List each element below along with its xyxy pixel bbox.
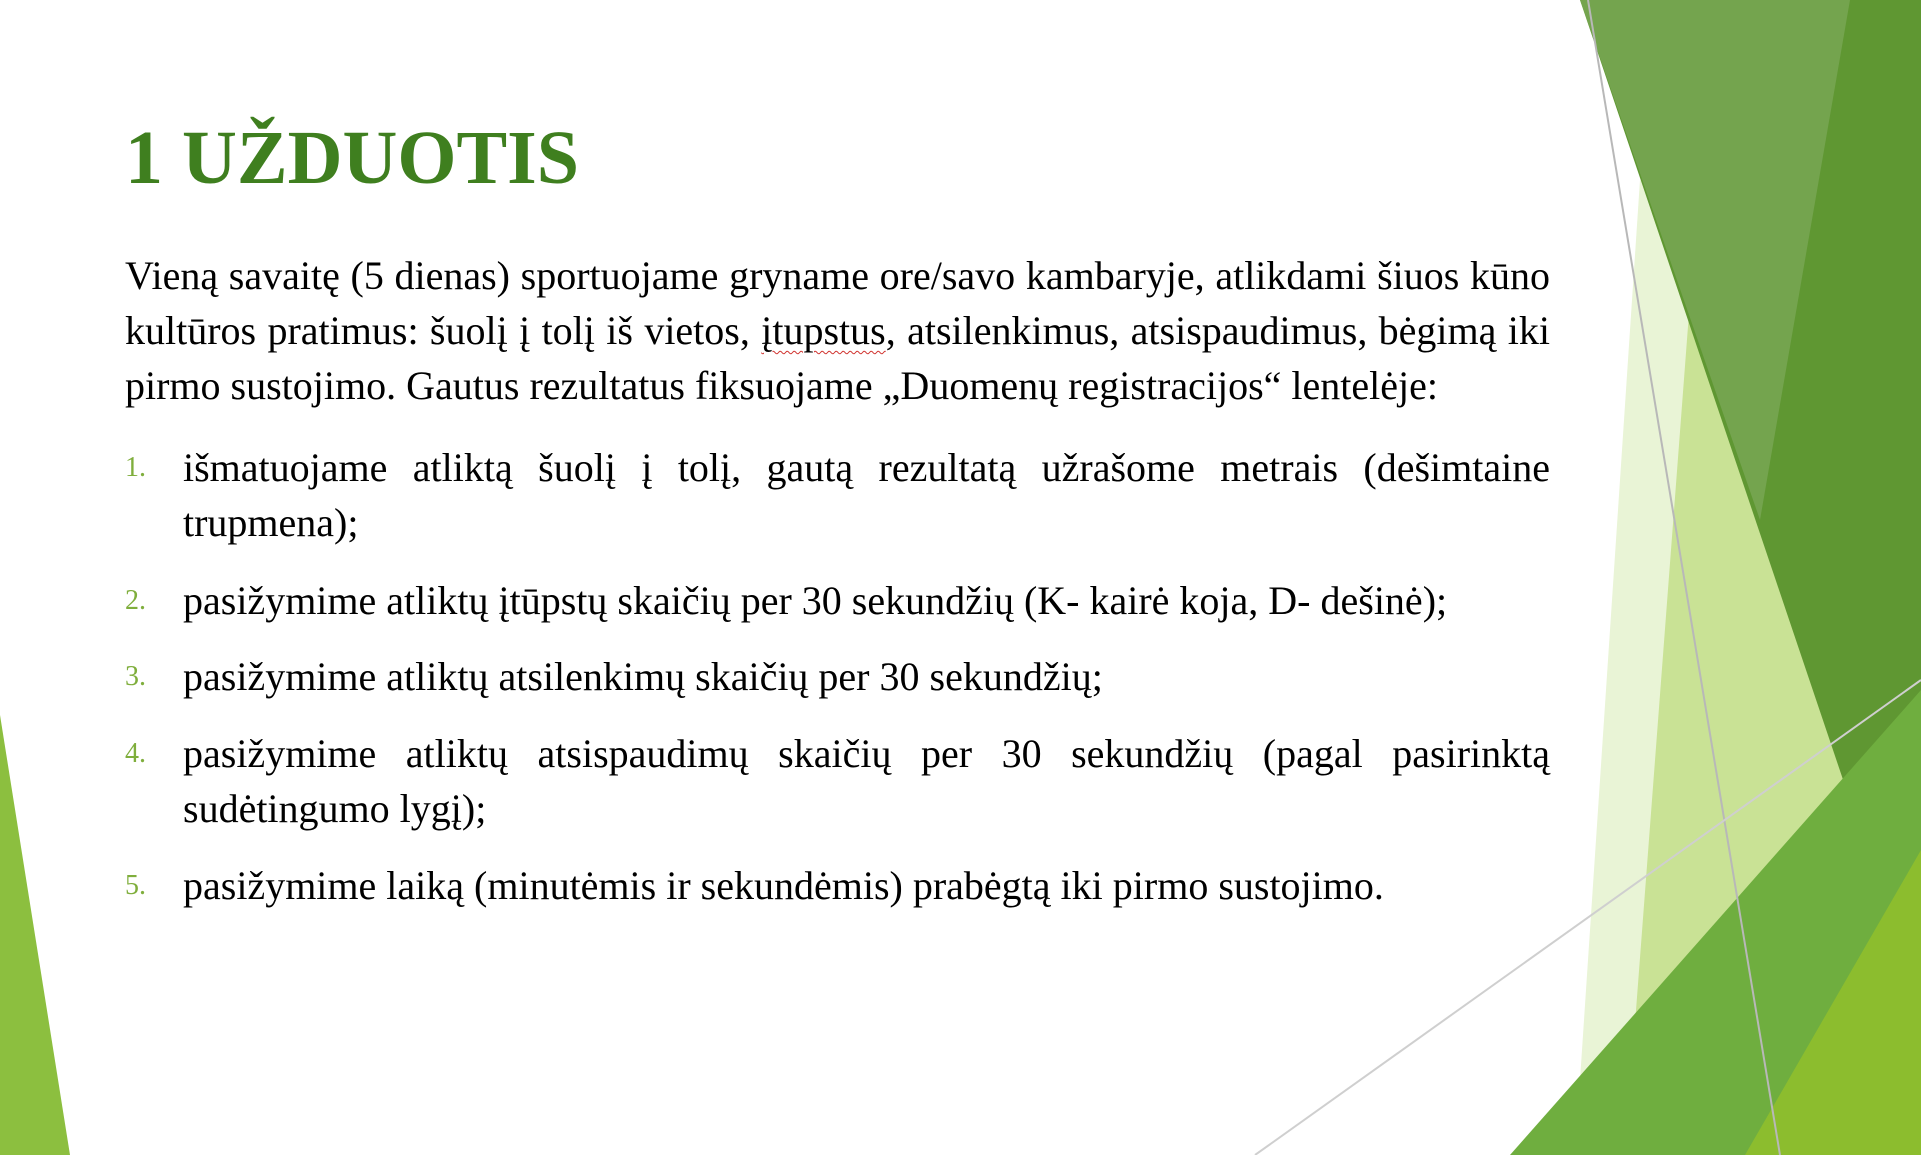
intro-paragraph bbox=[125, 248, 1550, 413]
list-item-text: pasižymime atliktų atsispaudimų skaičių per 30 sekundžių (pagal pasirinktą sudėtingumo lygį); bbox=[183, 731, 1550, 831]
list-number: 4. bbox=[125, 738, 146, 769]
slide-body bbox=[125, 248, 1550, 913]
list-item-text: išmatuojame atliktą šuolį į tolį, gautą rezultatą užrašome metrais (dešimtaine trupmena); bbox=[183, 445, 1550, 545]
list-item bbox=[125, 573, 1550, 628]
left-accent-shape bbox=[0, 715, 70, 1155]
intro-text-start: Vieną savaitę (5 dienas) sportuojame gryname ore/savo kambaryje, atlikdami šiuos kūno kultūros pratimus: šuolį į tolį iš vietos, bbox=[125, 253, 1550, 353]
list-item bbox=[125, 858, 1550, 913]
list-number: 2. bbox=[125, 585, 146, 616]
slide-title: 1 UŽDUOTIS bbox=[125, 116, 579, 200]
steps-list bbox=[125, 440, 1550, 913]
list-number: 3. bbox=[125, 661, 146, 692]
list-item bbox=[125, 726, 1550, 836]
intro-text-end: , atsilenkimus, atsispaudimus, bėgimą iki pirmo sustojimo. Gautus rezultatus fiksuojame „Duomenų registracijos“ lentelėje: bbox=[125, 308, 1551, 408]
list-item-text: pasižymime laiką (minutėmis ir sekundėmis) prabėgtą iki pirmo sustojimo. bbox=[183, 863, 1384, 908]
list-item bbox=[125, 649, 1550, 704]
list-number: 1. bbox=[125, 452, 146, 483]
list-item bbox=[125, 440, 1550, 550]
spellcheck-flagged-word: įtupstus bbox=[761, 308, 886, 353]
list-item-text: pasižymime atliktų atsilenkimų skaičių per 30 sekundžių; bbox=[183, 654, 1103, 699]
list-item-text: pasižymime atliktų įtūpstų skaičių per 30 sekundžių (K- kairė koja, D- dešinė); bbox=[183, 578, 1448, 623]
list-number: 5. bbox=[125, 870, 146, 901]
